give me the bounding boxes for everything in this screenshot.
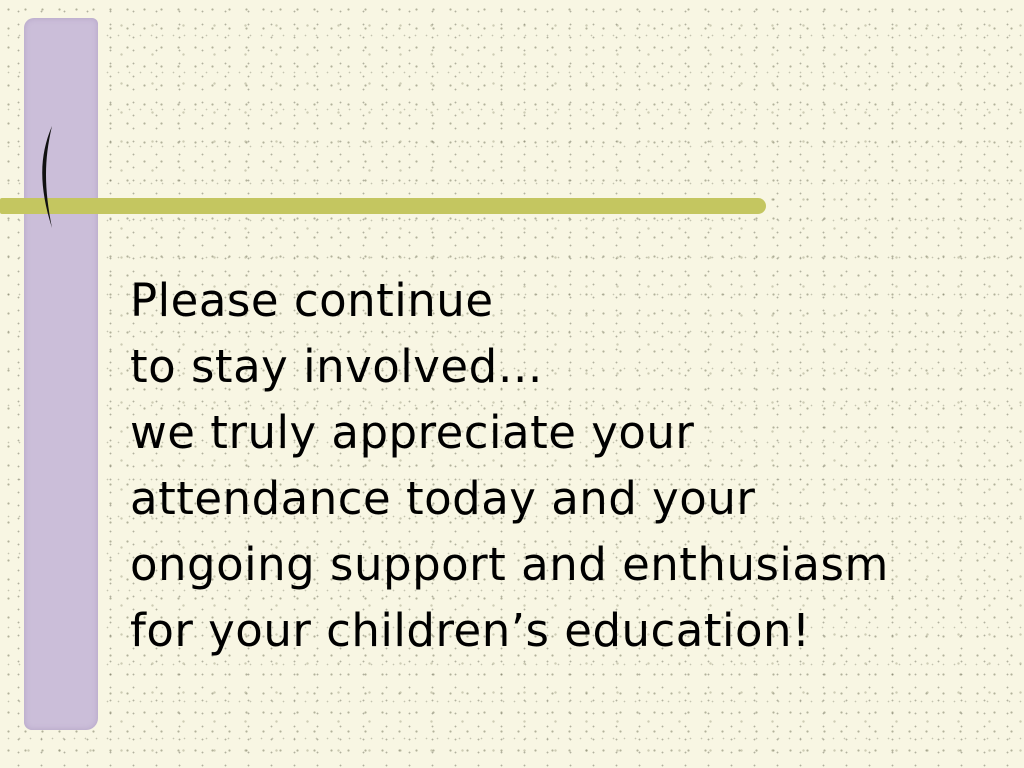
message-line: attendance today and your bbox=[130, 472, 756, 525]
message-line: ongoing support and enthusiasm bbox=[130, 538, 889, 591]
bracket-icon bbox=[30, 124, 58, 230]
message-line: we truly appreciate your bbox=[130, 406, 695, 459]
slide-message bbox=[130, 268, 1010, 664]
message-line: to stay involved… bbox=[130, 340, 544, 393]
message-line: Please continue bbox=[130, 274, 494, 327]
message-line: for your children’s education! bbox=[130, 604, 811, 657]
horizontal-rule bbox=[0, 198, 766, 214]
